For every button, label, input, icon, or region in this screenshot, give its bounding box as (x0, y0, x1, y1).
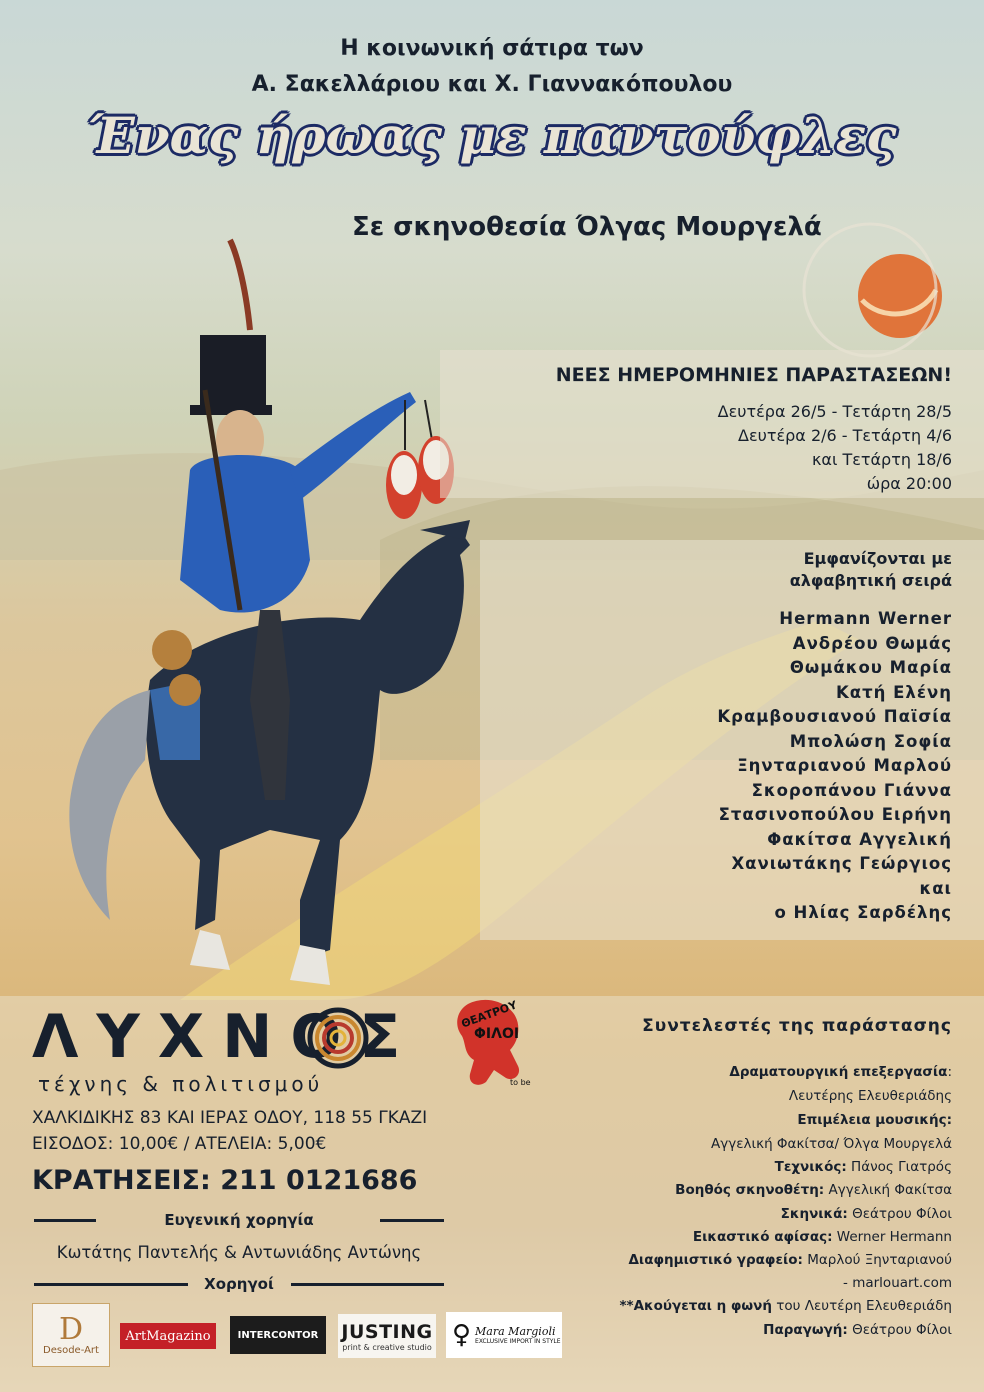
divider (380, 1219, 444, 1222)
sponsorship-names: Κωτάτης Παντελής & Αντωνιάδης Αντώνης (56, 1243, 422, 1262)
cast-member: Σκοροπάνου Γιάννα (751, 780, 952, 800)
cast-heading-line1: Εμφανίζονται με (803, 549, 952, 568)
venue-logo-subtitle: τέχνης & πολιτισμού (38, 1072, 324, 1096)
cast-member: Μπολώση Σοφία (789, 731, 952, 751)
cast-member: Ξηνταριανού Μαρλού (737, 756, 952, 775)
play-title: Ένας ήρωας με παντούφλες (87, 106, 897, 165)
cast-member: Θωμάκου Μαρία (789, 658, 952, 677)
crew-line (781, 1206, 952, 1222)
crew-role: Παραγωγή: (763, 1322, 848, 1338)
cast-member: Κραμβουσιανού Παϊσία (717, 707, 952, 726)
cast-member: και (919, 878, 952, 898)
troupe-logo (444, 996, 534, 1092)
crew-role: Τεχνικός: (774, 1159, 847, 1175)
ticket-prices: ΕΙΣΟΔΟΣ: 10,00€ / ΑΤΕΛΕΙΑ: 5,00€ (32, 1134, 327, 1154)
crew-line: Αγγελική Φακίτσα/ Όλγα Μουργελά (711, 1136, 952, 1152)
crew-role: Εικαστικό αφίσας: (692, 1229, 833, 1245)
troupe-logo-tag: to be (510, 1078, 531, 1087)
troupe-logo-top: ΘΕΑΤΡΟΥ (459, 998, 519, 1031)
crew-role: Διαφημιστικό γραφείο: (628, 1252, 803, 1268)
crew-person: Werner Hermann (832, 1229, 952, 1245)
crew-line (729, 1064, 952, 1080)
crew-line (763, 1322, 952, 1338)
troupe-logo-bottom: ΦΙΛΟΙ (474, 1026, 520, 1042)
date-line: και Τετάρτη 18/6 (811, 450, 952, 469)
cast-member: Χανιωτάκης Γεώργιος (731, 854, 952, 873)
director-credit: Σε σκηνοθεσία Όλγας Μουργελά (352, 212, 822, 242)
sponsor-logo-desode (32, 1303, 110, 1367)
divider (291, 1283, 444, 1286)
cast-member: Κατή Ελένη (835, 682, 952, 702)
play-subtitle-line2: Α. Σακελλάριου και Χ. Γιαννακόπουλου (251, 72, 733, 97)
cast-heading (790, 548, 952, 592)
sponsor-logo-text: Desode-Art (43, 1344, 99, 1356)
venue-logo-name: ΛΥΧΝΟΣ (32, 1002, 419, 1072)
reservations-phone: ΚΡΑΤΗΣΕΙΣ: 211 0121686 (32, 1165, 418, 1196)
cast-member: Hermann Werner (779, 609, 952, 628)
sponsor-logo-justing (338, 1314, 436, 1358)
crew-line (619, 1298, 952, 1314)
crew-person: Θεάτρου Φίλοι (847, 1206, 952, 1222)
sponsors-label: Χορηγοί (204, 1275, 274, 1293)
dates-heading: ΝΕΕΣ ΗΜΕΡΟΜΗΝΙΕΣ ΠΑΡΑΣΤΑΣΕΩΝ! (555, 364, 952, 386)
crew-role: Βοηθός σκηνοθέτη: (675, 1182, 825, 1198)
crew-line (675, 1182, 952, 1198)
date-line: Δευτέρα 2/6 - Τετάρτη 4/6 (738, 426, 952, 445)
crew-line: Λευτέρης Ελευθεριάδης (788, 1088, 952, 1104)
cast-heading-line2: αλφαβητική σειρά (789, 571, 952, 590)
crew-role: **Ακούγεται η φωνή (619, 1298, 772, 1314)
crew-person: του Λευτέρη Ελευθεριάδη (771, 1298, 952, 1314)
cast-member: Ανδρέου Θωμάς (792, 633, 952, 653)
sponsor-logo-artmagazino: ArtMagazino (120, 1323, 216, 1349)
crew-role: Δραματουργική επεξεργασία (729, 1064, 948, 1080)
crew-heading: Συντελεστές της παράστασης (642, 1016, 952, 1036)
cast-member: Φακίτσα Αγγελική (767, 829, 952, 849)
venue-address: ΧΑΛΚΙΔΙΚΗΣ 83 ΚΑΙ ΙΕΡΑΣ ΟΔΟΥ, 118 55 ΓΚΑΖΙ (32, 1108, 428, 1128)
crew-role: Σκηνικά: (780, 1206, 848, 1222)
crew-person: Αγγελική Φακίτσα (824, 1182, 952, 1198)
desode-letter-icon: D (58, 1311, 84, 1347)
date-line: ώρα 20:00 (866, 474, 952, 493)
female-symbol-icon: ♀ (452, 1320, 472, 1350)
play-subtitle-line1: Η κοινωνική σάτιρα των (340, 36, 644, 61)
crew-line: - marlouart.com (843, 1275, 952, 1291)
crew-line (628, 1252, 952, 1268)
sponsor-logo-mara-margioli (446, 1312, 562, 1358)
cast-member: Στασινοπούλου Ειρήνη (718, 805, 952, 824)
sponsorship-label: Ευγενική χορηγία (164, 1211, 314, 1229)
sponsor-logo-text: Mara Margioli (475, 1325, 556, 1338)
crew-line (775, 1159, 952, 1175)
sponsor-logo-text: print & creative studio (342, 1342, 432, 1352)
sponsor-logo-intercontor: INTERCONTOR (230, 1316, 326, 1354)
sponsor-logo-text: JUSTING (341, 1320, 433, 1343)
venue-logo-rings (306, 1006, 370, 1070)
cast-member: ο Ηλίας Σαρδέλης (774, 903, 952, 922)
crew-person: Μαρλού Ξηνταριανού (802, 1252, 952, 1268)
crew-line (693, 1229, 952, 1245)
sponsor-logo-text: EXCLUSIVE IMPORT IN STYLE (475, 1338, 561, 1345)
crew-person: Θεάτρου Φίλοι (847, 1322, 952, 1338)
crew-colon: : (947, 1064, 952, 1080)
crew-person: Πάνος Γιατρός (846, 1159, 952, 1175)
date-line: Δευτέρα 26/5 - Τετάρτη 28/5 (717, 402, 952, 421)
crew-line (797, 1112, 952, 1128)
crew-role: Επιμέλεια μουσικής: (797, 1112, 952, 1128)
